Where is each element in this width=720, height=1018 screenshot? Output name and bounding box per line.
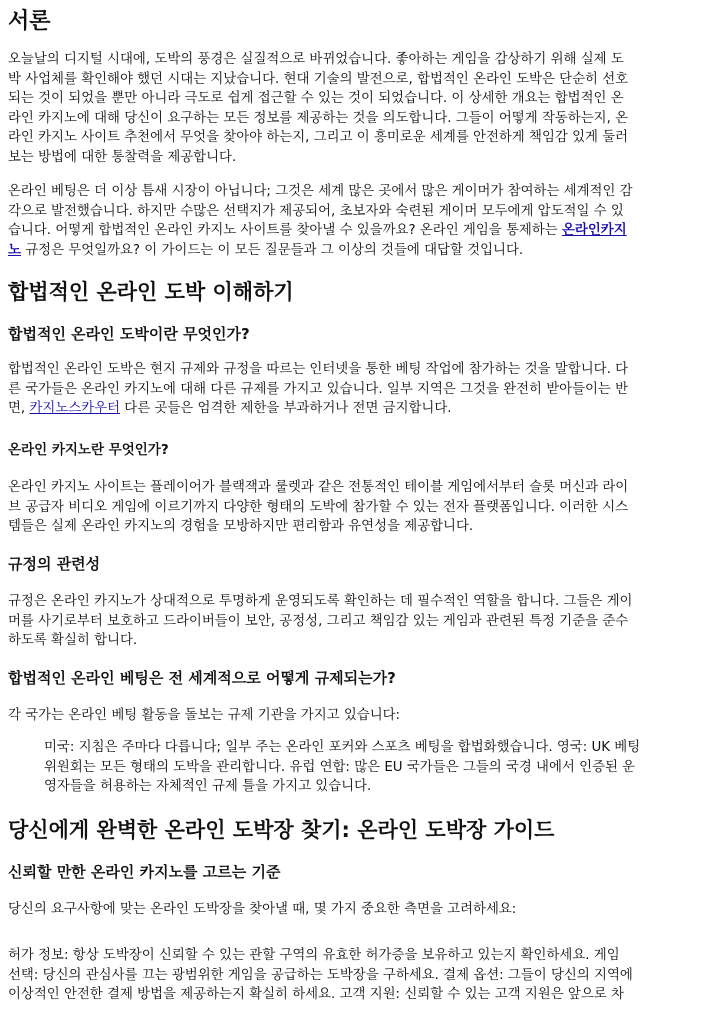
subheading-trustworthy-criteria: 신뢰할 만한 온라인 카지노를 고르는 기준 — [8, 863, 281, 881]
text-line: 영자들을 허용하는 자체적인 규제 틀을 가지고 있습니다. — [44, 779, 372, 794]
intro-paragraph-1 — [8, 50, 712, 167]
text-line: 미국: 지침은 주마다 다릅니다; 일부 주는 온라인 포커와 스포츠 베팅을 합법화했습니다. 영국: UK 베팅 — [44, 740, 641, 755]
text-line: 보는 방법에 대한 통찰력을 제공합니다. — [8, 149, 237, 165]
text-line: 온라인 카지노 사이트는 플레이어가 블랙잭과 룰렛과 같은 전통적인 테이블 게임에서부터 슬롯 머신과 라이 — [8, 480, 629, 495]
text-line: 브 공급자 비디오 게임에 이르기까지 다양한 형태의 도박에 참가할 수 있는 전자 플랫폼입니다. 이러한 시스 — [8, 499, 629, 515]
text-line: 이상적인 안전한 결제 방법을 제공하는지 확실히 하세요. 고객 지원: 신뢰할 수 있는 고객 지원은 앞으로 차 — [8, 987, 624, 1002]
text-line: 당신의 요구사항에 맞는 온라인 도박장을 찾아낼 때, 몇 가지 중요한 측면을 고려하세요: — [8, 902, 517, 917]
text-line: 하도록 확실히 합니다. — [8, 633, 138, 648]
global-regulation-intro — [8, 706, 712, 726]
section-heading-finding-casino: 당신에게 완벽한 온라인 도박장 찾기: 온라인 도박장 가이드 — [8, 818, 555, 842]
text-line: 오늘날의 디지털 시대에, 도박의 풍경은 실질적으로 바뀌었습니다. 좋아하는 게임을 감상하기 위해 실제 도 — [8, 52, 624, 67]
text-line: 허가 정보: 항상 도박장이 신뢰할 수 있는 관할 구역의 유효한 허가증을 보유하고 있는지 확인하세요. 게임 — [8, 948, 620, 963]
text-line: 되는 것이 되었을 뿐만 아니라 극도로 쉽게 접근할 수 있는 것이 되었습니다. 이 상세한 개요는 합법적인 온 — [8, 91, 624, 106]
online-casino-paragraph — [8, 478, 712, 537]
subheading-global-regulation: 합법적인 온라인 베팅은 전 세계적으로 어떻게 규제되는가? — [8, 669, 396, 687]
text-line — [8, 241, 712, 261]
text-line: 른 국가들은 온라인 카지노에 대해 다른 규제를 가지고 있습니다. 일부 지역은 그것을 완전히 받아들이는 반 — [8, 381, 629, 397]
text-line: 선택: 당신의 관심사를 끄는 광범위한 게임을 공급하는 도박장을 구하세요. 결제 옵션: 그들이 당신의 지역에 — [8, 967, 633, 983]
text-line: 온라인 베팅은 더 이상 틈새 시장이 아닙니다; 그것은 세계 많은 곳에서 많은 게이머가 참여하는 세계적인 감 — [8, 184, 633, 199]
text-line: 템들은 실제 온라인 카지노의 경험을 모방하지만 편리함과 유연성을 제공합니다. — [8, 519, 474, 534]
intro-paragraph-2 — [8, 182, 712, 260]
text-line: 합법적인 온라인 도박은 현지 규제와 규정을 따르는 인터넷을 통한 베팅 작업에 참가하는 것을 말합니다. 다 — [8, 362, 629, 377]
text-line — [8, 399, 712, 419]
intro-heading: 서론 — [8, 9, 51, 34]
text-line: 각 국가는 온라인 베팅 활동을 돌보는 규제 기관을 가지고 있습니다: — [8, 708, 401, 723]
criteria-paragraph — [8, 946, 712, 1005]
text-line: 각으로 발전했습니다. 하지만 수많은 선택지가 제공되어, 초보자와 숙련된 게이머 모두에게 압도적일 수 있 — [8, 203, 624, 219]
online-casino-link[interactable]: 온라인카지 — [562, 223, 627, 238]
country-regulation-list — [8, 738, 712, 797]
online-casino-link-continued[interactable]: 노 — [8, 242, 21, 258]
section-heading-legal-gambling: 합법적인 온라인 도박 이해하기 — [8, 280, 294, 304]
subheading-regulation-relevance: 규정의 관련성 — [8, 555, 101, 573]
casino-scouter-link[interactable]: 카지노스카우터 — [29, 401, 120, 416]
subheading-what-is-legal-gambling: 합법적인 온라인 도박이란 무엇인가? — [8, 325, 250, 343]
text-line: 머를 사기로부터 보호하고 드라이버들이 보안, 공정성, 그리고 책임감 있는 게임과 관련된 특정 기준을 준수 — [8, 613, 629, 629]
text-line: 라인 카지노 사이트 추천에서 무엇을 찾아야 하는지, 그리고 이 흥미로운 세계를 안전하게 책임감 있게 둘러 — [8, 130, 629, 145]
text-line: 라인 카지노에 대해 당신이 요구하는 모든 정보를 제공하는 것을 의도합니다. 그들이 어떻게 작동하는지, 온 — [8, 110, 629, 126]
legal-gambling-paragraph — [8, 360, 712, 419]
criteria-intro — [8, 900, 712, 920]
text-line: 박 사업체를 확인해야 했던 시대는 지났습니다. 현대 기술의 발전으로, 합법적인 온라인 도박은 단순히 선호 — [8, 71, 629, 87]
regulation-paragraph — [8, 592, 712, 651]
text-segment: 습니다. 어떻게 합법적인 온라인 카지노 사이트를 찾아낼 수 있을까요? 온라인 게임을 통제하는 — [8, 223, 558, 238]
text-line: 규정은 온라인 카지노가 상대적으로 투명하게 운영되도록 확인하는 데 필수적인 역할을 합니다. 그들은 게이 — [8, 594, 633, 609]
text-line — [8, 221, 712, 241]
text-segment: 규정은 무엇일까요? 이 가이드는 이 모든 질문들과 그 이상의 것들에 대답할 것입니다. — [20, 242, 524, 258]
text-segment: 다른 곳들은 엄격한 제한을 부과하거나 전면 금지합니다. — [120, 401, 452, 416]
text-line: 위원회는 모든 형태의 도박을 관리합니다. 유럽 연합: 많은 EU 국가들은 그들의 국경 내에서 인증된 운 — [44, 759, 636, 775]
text-segment: 면, — [8, 401, 30, 416]
subheading-what-is-online-casino: 온라인 카지노란 무엇인가? — [8, 442, 169, 458]
